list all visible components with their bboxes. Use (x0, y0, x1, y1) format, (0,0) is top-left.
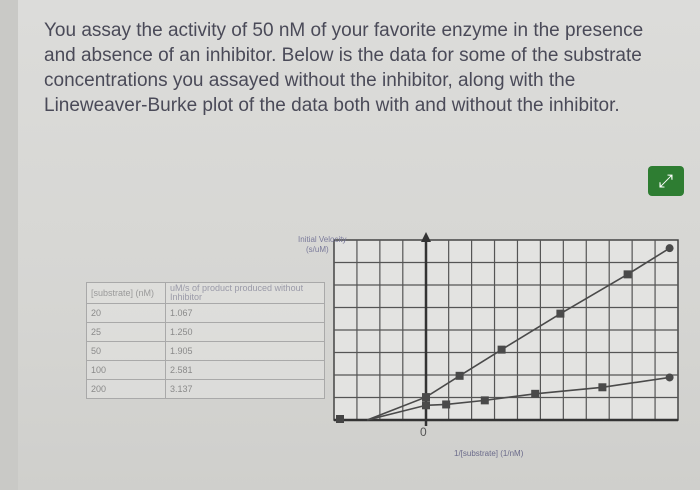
cell-substrate: 50 (87, 342, 166, 361)
cell-substrate: 20 (87, 304, 166, 323)
series-1-point (422, 401, 430, 409)
series-0-point (422, 393, 430, 401)
cell-velocity: 3.137 (166, 380, 325, 399)
series-1-point (481, 396, 489, 404)
question-text: You assay the activity of 50 nM of your favorite enzyme in the presence and absence of an inhibitor. Below is the data for some of the substrate concentrations you assayed without the inhibitor, along with the Lineweaver-Burke plot of the data both with and without the inhibitor. (44, 20, 644, 116)
cell-substrate: 25 (87, 323, 166, 342)
cell-velocity: 1.905 (166, 342, 325, 361)
cell-velocity: 2.581 (166, 361, 325, 380)
header-velocity: uM/s of product produced without Inhibitor (166, 283, 325, 304)
x-axis-marker (336, 415, 344, 423)
series-0-point (556, 310, 564, 318)
cell-substrate: 100 (87, 361, 166, 380)
header-substrate: [substrate] (nM) (87, 283, 166, 304)
series-0-point (666, 244, 674, 252)
cell-velocity: 1.250 (166, 323, 325, 342)
chart-ylabel-line2: (s/uM) (306, 245, 329, 254)
series-1-point (598, 383, 606, 391)
series-0-point (624, 270, 632, 278)
chart-origin-label: 0 (420, 425, 427, 439)
cell-velocity: 1.067 (166, 304, 325, 323)
series-1-point (531, 390, 539, 398)
series-0-point (456, 372, 464, 380)
series-1-point (442, 400, 450, 408)
series-1-point (666, 373, 674, 381)
chart-ylabel-line1: Initial Velocity (298, 235, 347, 244)
expand-icon: ⤢ (658, 170, 674, 192)
chart-xlabel: 1/[substrate] (1/nM) (454, 449, 524, 458)
cell-substrate: 200 (87, 380, 166, 399)
y-axis-arrowhead (421, 232, 431, 242)
series-0-point (498, 346, 506, 354)
